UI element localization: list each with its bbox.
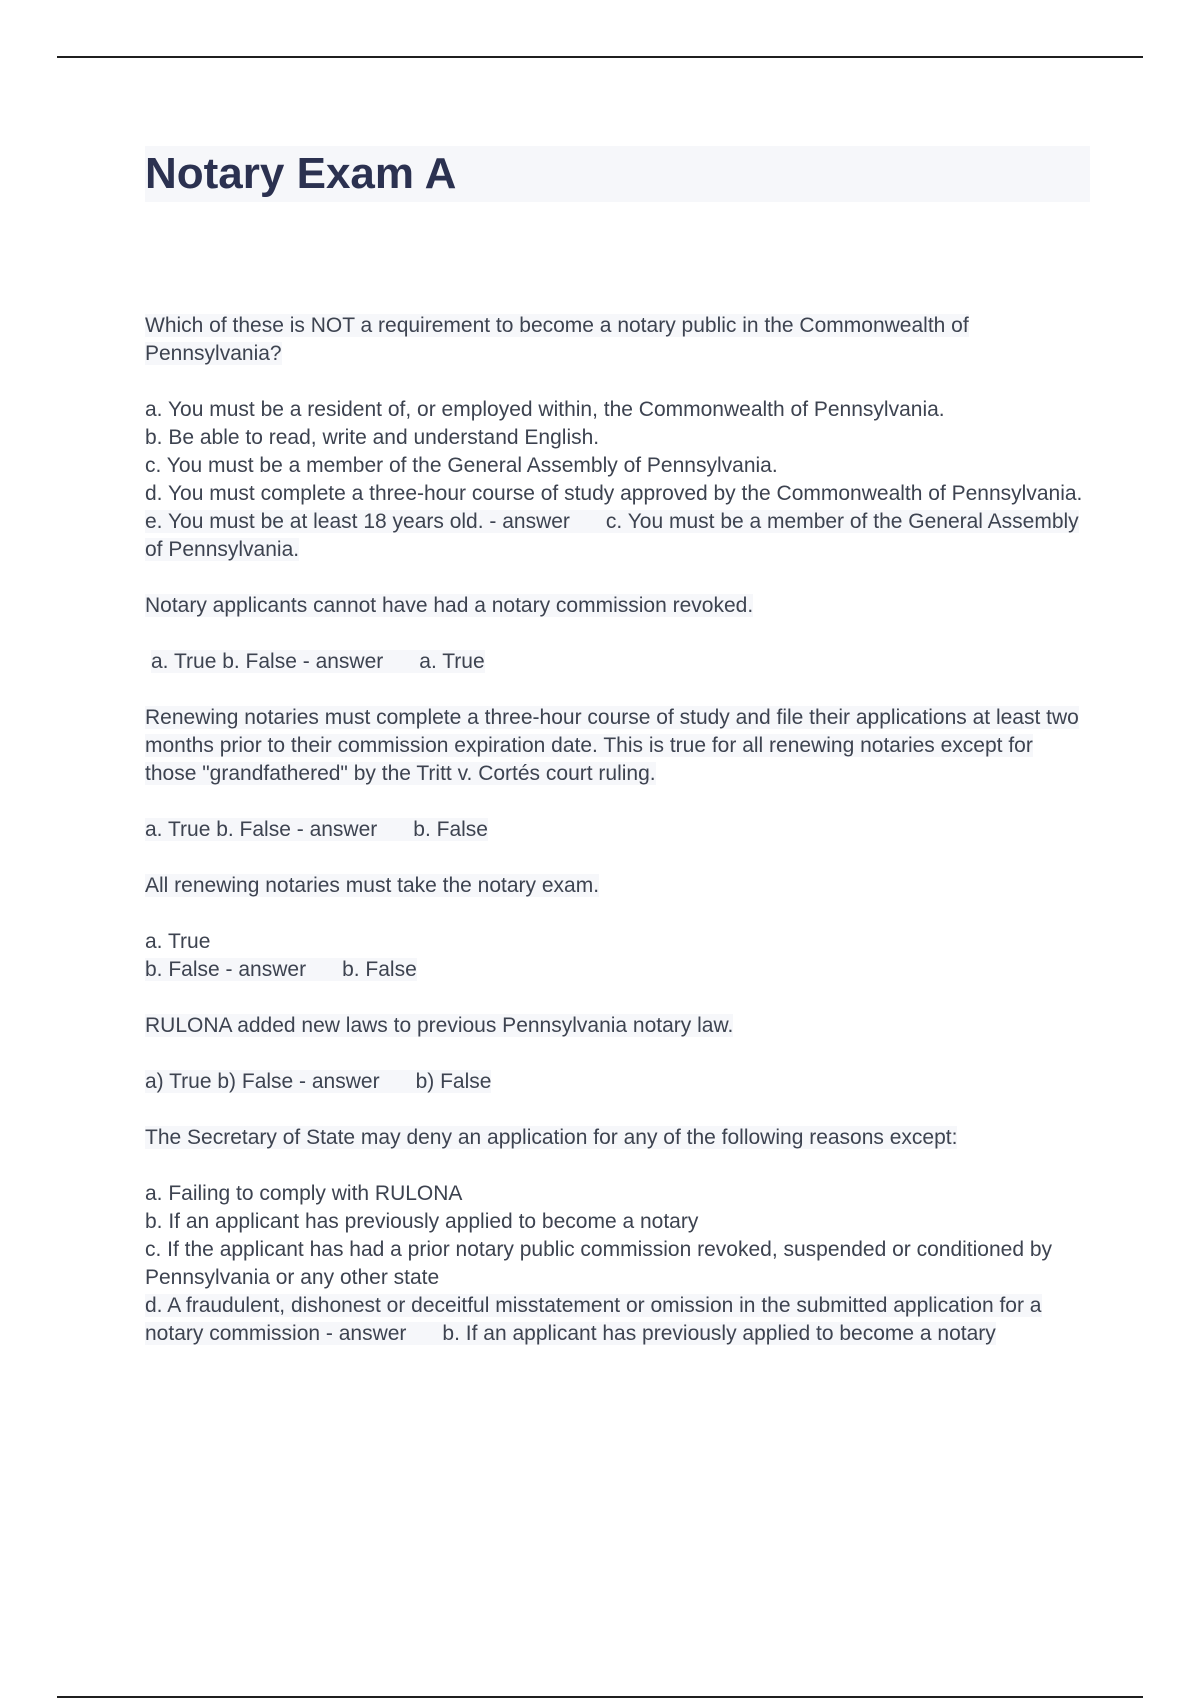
option-text: c. You must be a member of the General Assembly of Pennsylvania.	[145, 454, 778, 477]
question-text: RULONA added new laws to previous Pennsylvania notary law.	[145, 1014, 734, 1037]
document-body	[145, 146, 1090, 1376]
question-text: Renewing notaries must complete a three-hour course of study and file their applications at least two months prior to their commission expiration date. This is true for all renewing notaries except for those "grandfathered" by the Tritt v. Cortés court ruling.	[145, 706, 1079, 785]
option-text: a. True b. False - answer	[145, 818, 378, 841]
option-text: a. True b. False - answer	[151, 650, 384, 673]
question-text: Notary applicants cannot have had a notary commission revoked.	[145, 594, 754, 617]
option-text: d. A fraudulent, dishonest or deceitful misstatement or omission in the submitted application for a notary commission - answer	[145, 1294, 1042, 1345]
option-text: b. If an applicant has previously applied to become a notary	[145, 1210, 699, 1233]
question-item	[145, 1124, 1090, 1152]
question-item	[145, 704, 1090, 788]
options-group	[145, 1180, 1090, 1348]
question-item	[145, 312, 1090, 368]
page-title: Notary Exam A	[145, 146, 1090, 202]
question-text: Which of these is NOT a requirement to become a notary public in the Commonwealth of Pennsylvania?	[145, 314, 969, 365]
option-text: a. You must be a resident of, or employed within, the Commonwealth of Pennsylvania.	[145, 398, 945, 421]
option-text: c. If the applicant has had a prior notary public commission revoked, suspended or conditioned by Pennsylvania or any other state	[145, 1238, 1053, 1289]
option-text: d. You must complete a three-hour course of study approved by the Commonwealth of Pennsylvania.	[145, 482, 1083, 505]
question-list	[145, 312, 1090, 1348]
answer-text: b) False	[415, 1070, 492, 1093]
options-group	[145, 396, 1090, 564]
answer-text: b. False	[342, 958, 417, 981]
answer-text: a. True	[419, 650, 485, 673]
question-item	[145, 592, 1090, 620]
question-text: All renewing notaries must take the notary exam.	[145, 874, 600, 897]
options-group	[145, 816, 1090, 844]
question-item	[145, 1012, 1090, 1040]
option-text: e. You must be at least 18 years old. - answer	[145, 510, 570, 533]
options-group	[145, 928, 1090, 984]
option-text: a) True b) False - answer	[145, 1070, 380, 1093]
top-rule	[57, 56, 1143, 58]
answer-text: b. False	[413, 818, 488, 841]
question-item	[145, 872, 1090, 900]
option-text: b. Be able to read, write and understand English.	[145, 426, 600, 449]
option-text: a. Failing to comply with RULONA	[145, 1182, 463, 1205]
options-group	[145, 648, 1090, 676]
option-text: b. False - answer	[145, 958, 307, 981]
question-text: The Secretary of State may deny an application for any of the following reasons except:	[145, 1126, 958, 1149]
bottom-rule	[57, 1696, 1143, 1698]
answer-text: c. You must be a member of the General Assembly of Pennsylvania.	[145, 510, 1079, 561]
option-text: a. True	[145, 930, 211, 953]
answer-text: b. If an applicant has previously applied to become a notary	[442, 1322, 996, 1345]
options-group	[145, 1068, 1090, 1096]
